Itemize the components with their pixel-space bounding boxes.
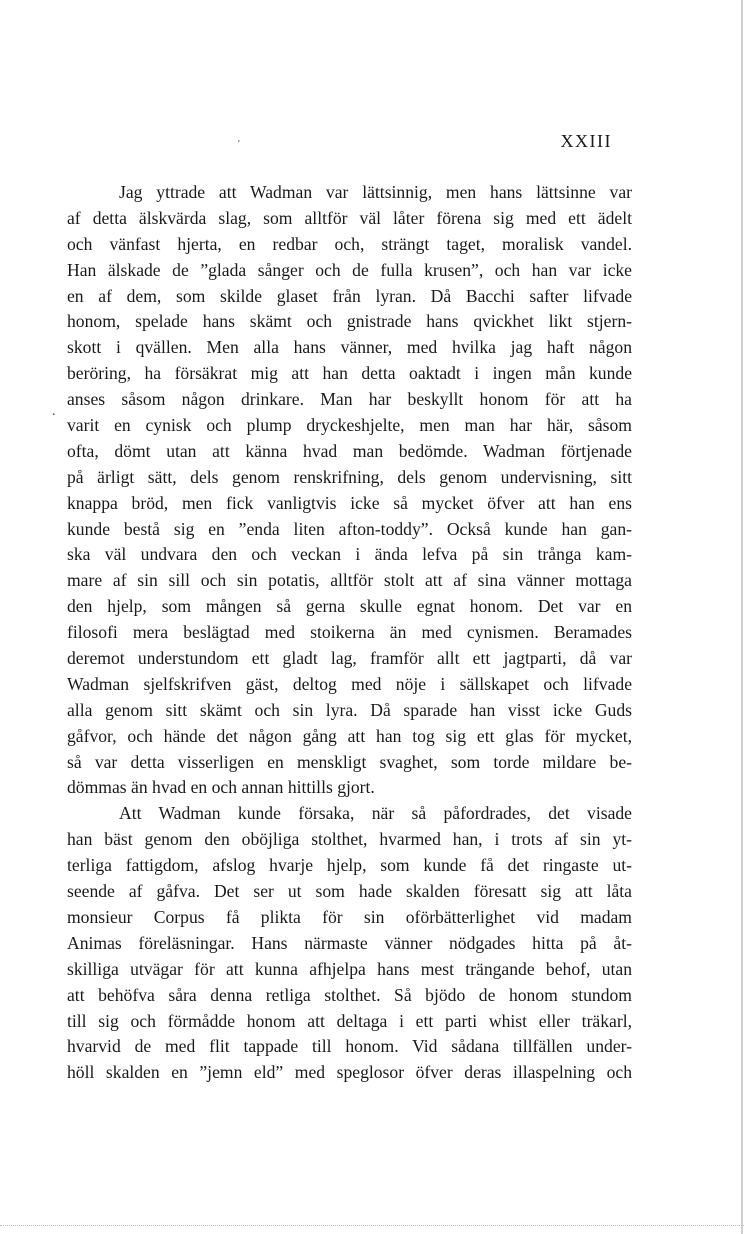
text-line: gåfvor, och hände det någon gång att han tog sig ett glas för mycket, — [67, 725, 632, 746]
page-edge-shadow — [741, 0, 743, 1234]
text-line: seende af gåfva. Det ser ut som hade skalden föresatt sig att låta — [67, 881, 632, 902]
text-line: skott i qvällen. Men alla hans vänner, med hvilka jag haft någon — [67, 337, 632, 358]
text-line: monsieur Corpus få plikta för sin oförbätterlighet vid madam — [67, 906, 632, 927]
text-line: han bäst genom den oböjliga stolthet, hvarmed han, i trots af sin yt- — [67, 829, 632, 850]
text-line: och vänfast hjerta, en redbar och, strängt taget, moralisk vandel. — [67, 233, 632, 254]
text-line: knappa bröd, men fick vanligtvis icke så mycket öfver att han ens — [67, 492, 632, 513]
text-line: kunde bestå sig en ”enda liten afton-toddy”. Också kunde han gan- — [67, 518, 632, 539]
text-line: en af dem, som skilde glaset från lyran. Då Bacchi safter lifvade — [67, 285, 632, 306]
margin-dot: . — [52, 404, 56, 419]
text-line: dömmas än hvad en och annan hittills gjort. — [67, 777, 375, 798]
text-line: så var detta visserligen en menskligt svaghet, som torde mildare be- — [67, 751, 632, 772]
text-line: till sig och förmådde honom att deltaga i ett parti whist eller träkarl, — [67, 1010, 632, 1031]
page-number: XXIII — [560, 131, 612, 151]
text-line: på ärligt sätt, dels genom renskrifning, dels genom undervisning, sitt — [67, 466, 632, 487]
paragraph-2 — [67, 801, 632, 1086]
text-line: af detta älskvärda slag, som alltför väl låter förena sig med ett ädelt — [67, 207, 632, 228]
text-line: alla genom sitt skämt och sin lyra. Då sparade han visst icke Guds — [67, 699, 632, 720]
text-body — [67, 180, 632, 1086]
text-line: Han älskade de ”glada sånger och de fulla krusen”, och han var icke — [67, 259, 632, 280]
page-bottom-rule — [0, 1225, 744, 1226]
text-line: terliga fattigdom, afslog hvarje hjelp, som kunde få det ringaste ut- — [67, 855, 632, 876]
text-line: filosofi mera beslägtad med stoikerna än med cynismen. Beramades — [67, 622, 632, 643]
text-line: hvarvid de med flit tappade till honom. Vid sådana tillfällen under- — [67, 1036, 632, 1057]
text-line: mare af sin sill och sin potatis, alltför stolt att af sina vänner mottaga — [67, 570, 632, 591]
text-line: höll skalden en ”jemn eld” med speglosor öfver deras illaspelning och — [67, 1062, 632, 1083]
text-line: den hjelp, som mången så gerna skulle egnat honom. Det var en — [67, 596, 632, 617]
text-line: ofta, dömt utan att känna hvad man bedömde. Wadman förtjenade — [67, 440, 632, 461]
text-line: ska väl undvara den och veckan i ända lefva på sin trånga kam- — [67, 544, 632, 565]
text-line: skilliga utvägar för att kunna afhjelpa hans mest trängande behof, utan — [67, 958, 632, 979]
text-line: Jag yttrade att Wadman var lättsinnig, men hans lättsinne var — [119, 182, 632, 202]
text-line: att behöfva såra denna retliga stolthet. Så bjödo de honom stundom — [67, 984, 632, 1005]
stray-mark: ' — [238, 139, 240, 150]
text-line: beröring, ha försäkrat mig att han detta oaktadt i ingen mån kunde — [67, 363, 632, 384]
text-line: Wadman sjelfskrifven gäst, deltog med nöje i sällskapet och lifvade — [67, 673, 632, 694]
text-line: honom, spelade hans skämt och gnistrade hans qvickhet likt stjern- — [67, 311, 632, 332]
text-line: varit en cynisk och plump dryckeshjelte, men man har här, såsom — [67, 415, 632, 436]
text-line: deremot understundom ett gladt lag, framför allt ett jagtparti, då var — [67, 648, 632, 669]
text-line: Animas föreläsningar. Hans närmaste vänner nödgades hitta på åt- — [67, 932, 632, 953]
text-line: Att Wadman kunde försaka, när så påfordrades, det visade — [119, 803, 632, 824]
paragraph-1 — [67, 180, 632, 801]
text-line: anses såsom någon drinkare. Man har beskyllt honom för att ha — [67, 389, 632, 410]
